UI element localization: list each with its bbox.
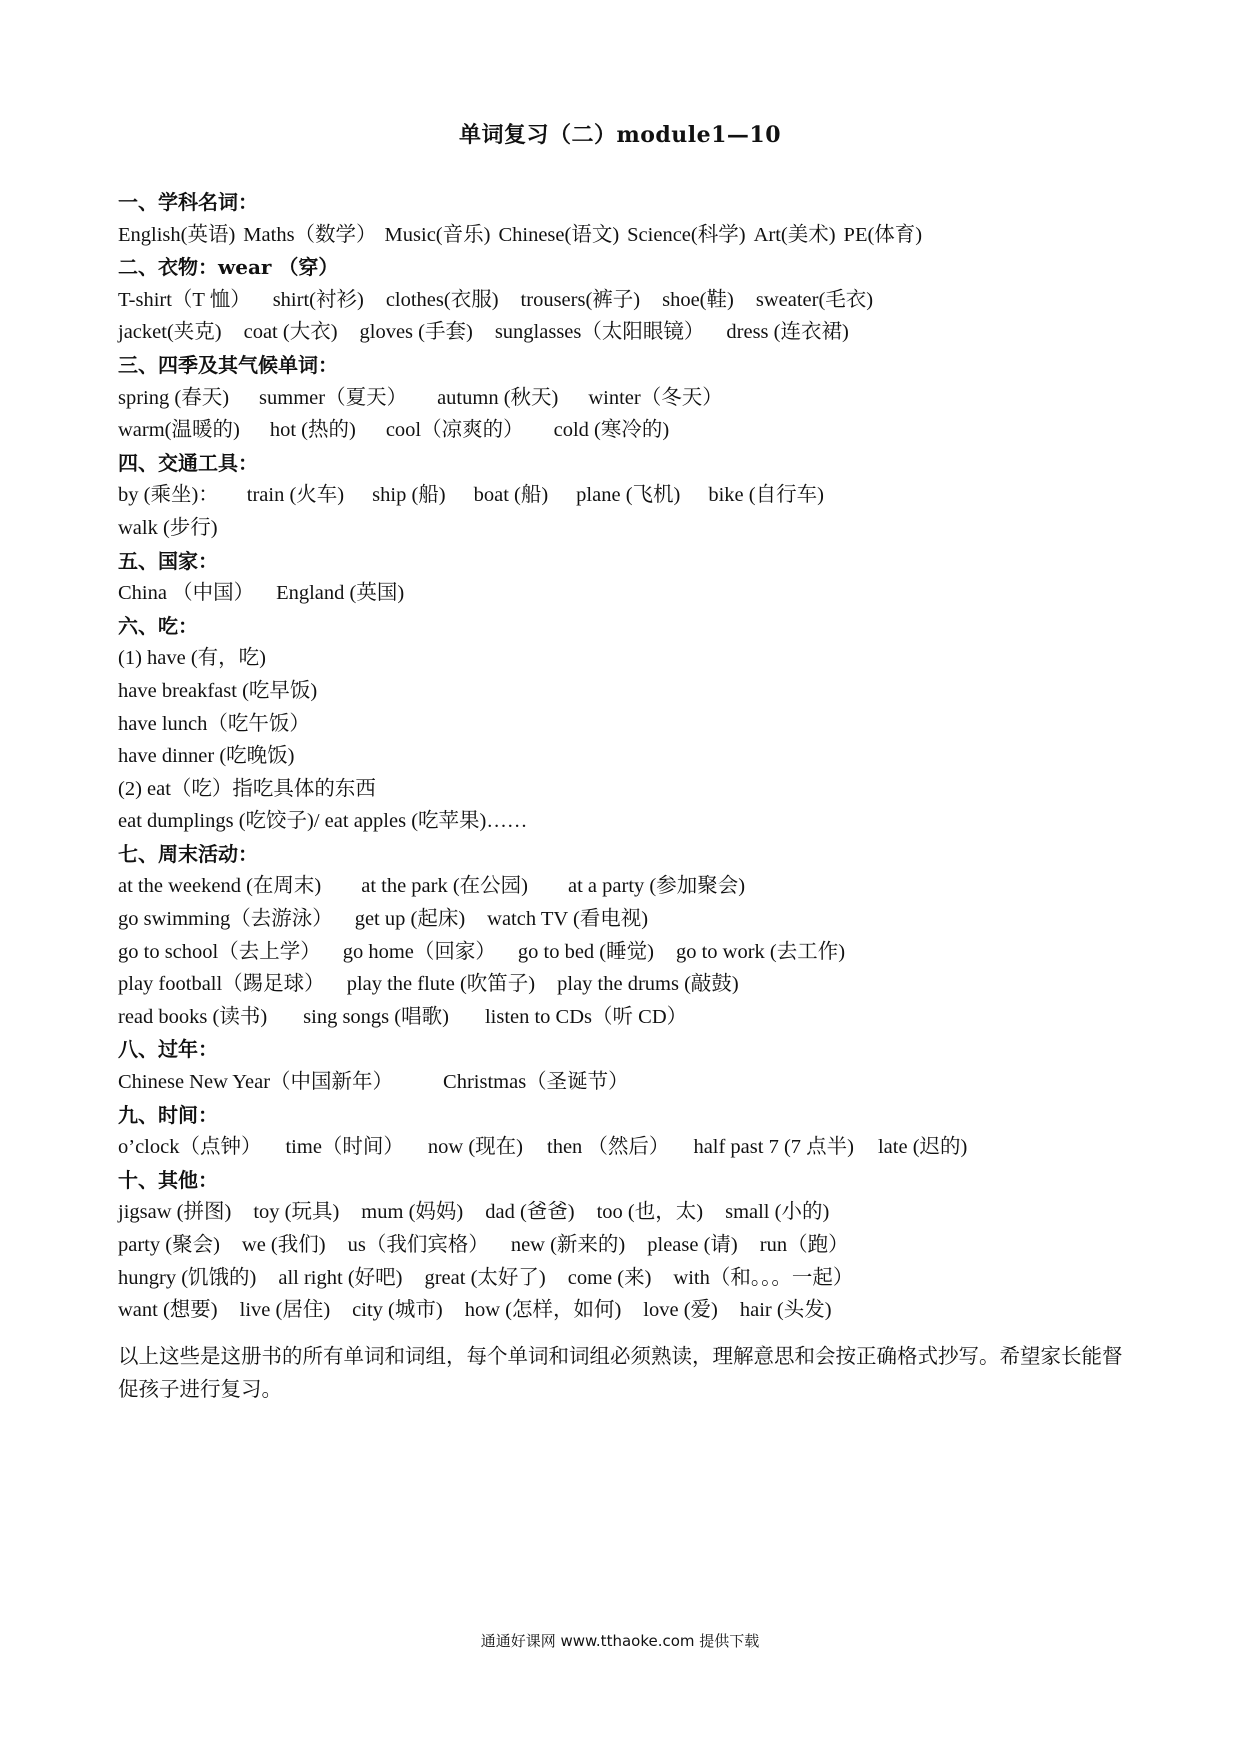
vocab-item: T-shirt（T 恤） xyxy=(118,288,251,311)
vocab-item: sing songs (唱歌) xyxy=(303,1005,449,1028)
vocab-item: go home（回家） xyxy=(342,940,496,963)
vocab-item: have dinner (吃晚饭) xyxy=(118,745,295,768)
vocab-item: walk (步行) xyxy=(118,516,218,539)
vocab-line xyxy=(118,870,1138,903)
vocab-item: with（和。。。一起） xyxy=(673,1266,854,1289)
vocab-item: mum (妈妈) xyxy=(361,1201,464,1224)
vocab-item: time（时间） xyxy=(285,1136,404,1159)
vocab-item: (1) have (有，吃) xyxy=(118,647,267,670)
vocab-item: go to work (去工作) xyxy=(675,940,846,963)
vocab-line xyxy=(118,1196,1138,1229)
vocab-item: hot (热的) xyxy=(269,419,356,442)
vocab-item: play the flute (吹笛子) xyxy=(346,973,536,996)
section-heading: 十、其他： xyxy=(118,1167,218,1192)
vocab-item: Science(科学) xyxy=(627,223,746,246)
page-footer: 通通好课网 www.tthaoke.com 提供下载 xyxy=(480,1632,760,1650)
section-heading: 三、四季及其气候单词： xyxy=(118,352,338,377)
vocab-item: jacket(夹克) xyxy=(118,321,222,344)
vocab-item: coat (大衣) xyxy=(243,321,338,344)
vocab-item: we (我们) xyxy=(241,1234,326,1256)
vocab-item: England (英国) xyxy=(276,582,405,605)
vocab-line xyxy=(118,642,1138,675)
vocab-item: warm(温暖的) xyxy=(118,419,240,442)
vocab-item: go to school（去上学） xyxy=(118,940,321,963)
vocab-item: love (爱) xyxy=(643,1299,718,1322)
vocab-line xyxy=(118,414,1138,447)
vocab-item: shoe(鞋) xyxy=(662,288,734,311)
vocab-item: go swimming（去游泳） xyxy=(118,908,333,931)
vocab-line xyxy=(118,512,1138,545)
vocab-item: Christmas（圣诞节） xyxy=(443,1071,629,1094)
vocab-item: late (迟的) xyxy=(877,1136,968,1159)
vocab-item: cool（凉爽的） xyxy=(385,419,524,442)
vocab-item: hair (头发) xyxy=(739,1299,832,1322)
vocab-item: train (火车) xyxy=(246,484,345,507)
vocab-item: now (现在) xyxy=(427,1136,524,1159)
section-heading: 二、衣物：wear （穿） xyxy=(118,255,339,280)
section-heading: 四、交通工具： xyxy=(118,450,258,475)
vocab-line xyxy=(118,577,1138,610)
vocab-item: play football（踢足球） xyxy=(118,973,325,996)
vocab-line xyxy=(118,1001,1138,1034)
vocab-item: half past 7 (7 点半) xyxy=(693,1136,854,1159)
vocab-item: please (请) xyxy=(647,1234,738,1256)
vocab-item: hungry (饥饿的) xyxy=(118,1266,257,1289)
section-heading: 八、过年： xyxy=(118,1037,218,1062)
vocab-item: too (也，太) xyxy=(596,1201,704,1224)
vocab-line xyxy=(118,708,1138,741)
vocab-item: us（我们宾格） xyxy=(347,1234,489,1256)
vocab-item: Chinese(语文) xyxy=(498,223,620,246)
vocab-line xyxy=(118,284,1138,317)
vocab-item: by (乘坐)： xyxy=(118,484,219,507)
vocab-item: read books (读书) xyxy=(118,1005,268,1028)
vocab-item: ship (船) xyxy=(372,484,446,507)
vocab-item: great (太好了) xyxy=(424,1266,546,1289)
vocab-item: spring (春天) xyxy=(118,386,230,409)
vocab-item: trousers(裤子) xyxy=(520,288,641,311)
vocab-line xyxy=(118,382,1138,415)
vocab-item: Music(音乐) xyxy=(384,223,491,246)
section-heading: 五、国家： xyxy=(118,548,218,573)
vocab-item: dress (连衣裙) xyxy=(726,321,849,344)
vocab-line xyxy=(118,675,1138,708)
vocab-item: play the drums (敲鼓) xyxy=(557,973,739,996)
vocab-item: listen to CDs（听 CD） xyxy=(484,1005,688,1028)
vocab-item: live (居住) xyxy=(239,1299,331,1322)
vocab-item: want (想要) xyxy=(118,1299,218,1322)
vocab-item: all right (好吧) xyxy=(278,1266,403,1289)
vocab-item: run（跑） xyxy=(759,1234,849,1256)
vocab-line xyxy=(118,968,1138,1001)
vocab-item: China （中国） xyxy=(118,582,255,605)
vocab-item: clothes(衣服) xyxy=(385,288,499,311)
vocab-item: eat dumplings (吃饺子)/ eat apples (吃苹果)…… xyxy=(118,810,528,833)
vocab-item: new (新来的) xyxy=(510,1234,626,1256)
vocab-item: Chinese New Year（中国新年） xyxy=(118,1071,394,1094)
vocab-item: watch TV (看电视) xyxy=(487,908,649,931)
vocab-line xyxy=(118,805,1138,838)
vocab-item: have lunch（吃午饭） xyxy=(118,712,310,735)
vocab-item: o’clock（点钟） xyxy=(118,1136,262,1159)
vocab-item: have breakfast (吃早饭) xyxy=(118,679,318,702)
vocab-item: at a party (参加聚会) xyxy=(568,875,746,898)
vocab-line xyxy=(118,219,1138,252)
section-heading: 一、学科名词： xyxy=(118,190,258,214)
vocab-item: gloves (手套) xyxy=(359,321,473,344)
vocab-item: sweater(毛衣) xyxy=(755,288,874,311)
vocab-item: boat (船) xyxy=(473,484,549,507)
vocab-item: summer（夏天） xyxy=(259,386,408,409)
vocab-item: then （然后） xyxy=(547,1136,670,1159)
vocab-line xyxy=(118,740,1138,773)
vocab-item: PE(体育) xyxy=(843,223,923,246)
vocab-line xyxy=(118,1131,1138,1164)
vocab-item: bike (自行车) xyxy=(708,484,824,507)
section-heading: 七、周末活动： xyxy=(118,841,258,866)
vocab-line xyxy=(118,936,1138,969)
vocab-item: shirt(衬衫) xyxy=(272,288,364,311)
section-heading: 九、时间： xyxy=(118,1102,218,1127)
vocab-item: (2) eat（吃）指吃具体的东西 xyxy=(118,777,376,800)
vocab-item: Art(美术) xyxy=(753,223,836,246)
vocab-item: party (聚会) xyxy=(118,1234,220,1256)
vocabulary-list xyxy=(118,186,1138,1327)
vocab-item: how (怎样，如何) xyxy=(464,1299,622,1322)
vocab-item: come (来) xyxy=(567,1266,652,1289)
vocab-item: dad (爸爸) xyxy=(485,1201,575,1224)
vocab-item: cold (寒冷的) xyxy=(553,419,670,442)
vocab-line xyxy=(118,1294,1138,1327)
vocab-item: at the weekend (在周末) xyxy=(118,875,322,898)
vocab-item: go to bed (睡觉) xyxy=(517,940,654,963)
vocab-item: small (小的) xyxy=(725,1201,830,1224)
vocab-line xyxy=(118,903,1138,936)
page-title: 单词复习（二）module1—10 xyxy=(458,122,782,148)
vocab-item: sunglasses（太阳眼镜） xyxy=(494,321,705,344)
vocab-line xyxy=(118,316,1138,349)
vocab-item: winter（冬天） xyxy=(588,386,723,409)
vocab-line xyxy=(118,773,1138,806)
vocab-line xyxy=(118,1066,1138,1099)
vocab-item: Maths（数学） xyxy=(243,223,377,246)
vocab-line xyxy=(118,479,1138,512)
vocab-item: city (城市) xyxy=(352,1299,443,1322)
vocab-item: English(英语) xyxy=(118,223,236,246)
vocab-item: plane (飞机) xyxy=(576,484,681,507)
vocab-line xyxy=(118,1262,1138,1295)
vocab-item: at the park (在公园) xyxy=(361,875,529,898)
vocab-item: autumn (秋天) xyxy=(437,386,559,409)
vocab-item: jigsaw (拼图) xyxy=(118,1201,232,1224)
vocab-item: toy (玩具) xyxy=(253,1201,340,1224)
vocab-item: get up (起床) xyxy=(354,908,466,931)
section-heading: 六、吃： xyxy=(118,613,198,638)
vocab-line xyxy=(118,1229,1138,1262)
closing-note: 以上这些是这册书的所有单词和词组，每个单词和词组必须熟读，理解意思和会按正确格式抄写。希望家长能督促孩子进行复习。 xyxy=(118,1344,1123,1401)
